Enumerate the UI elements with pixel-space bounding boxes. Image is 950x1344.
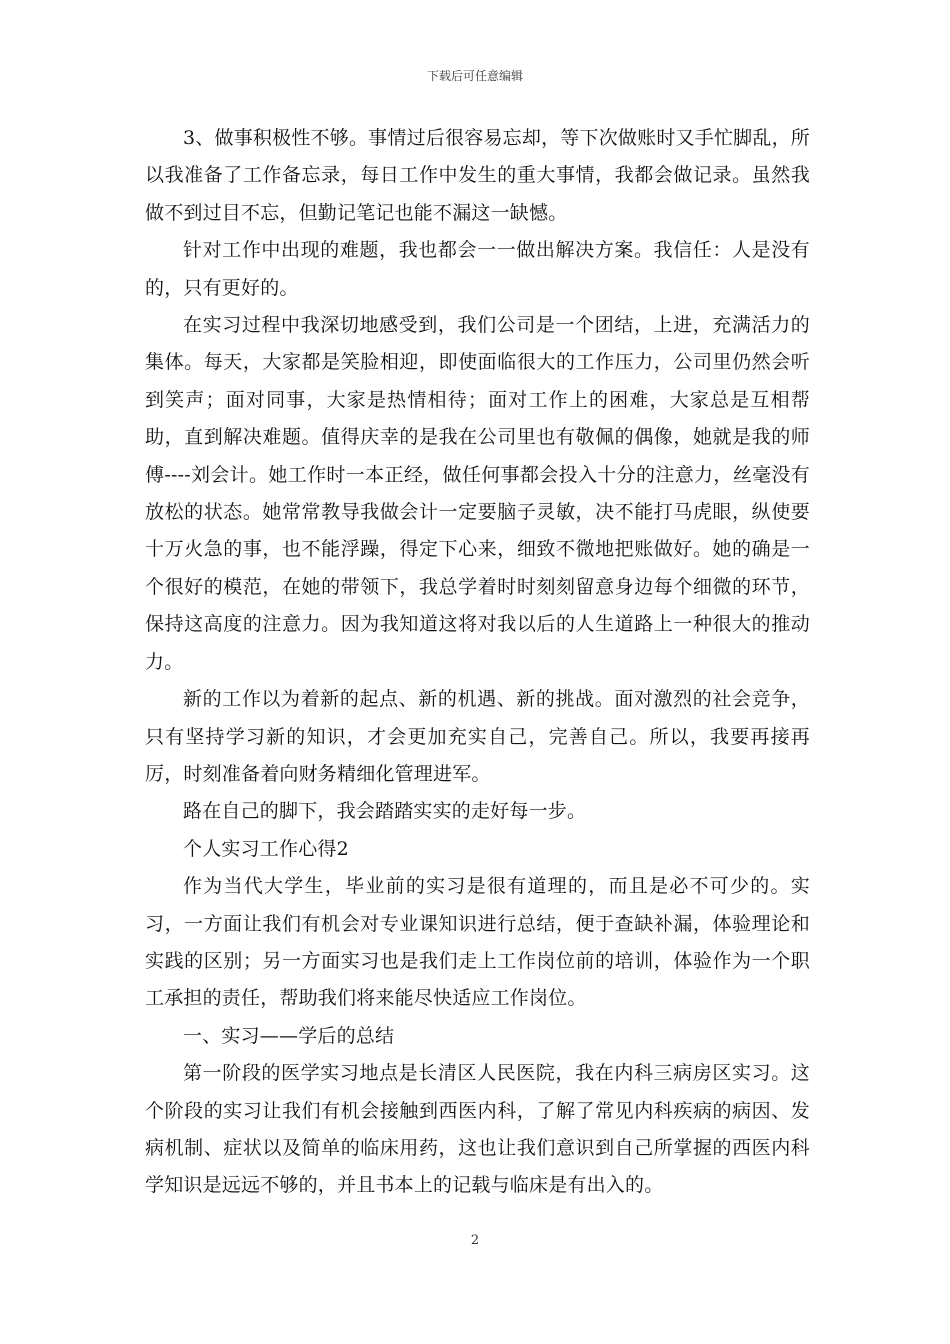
paragraph-new-work: 新的工作以为着新的起点、新的机遇、新的挑战。面对激烈的社会竞争，只有坚持学习新的知识，才会更加充实自己，完善自己。所以，我要再接再厉，时刻准备着向财务精细化管理进军。 [145,688,810,785]
paragraph-busy-notes: 3、做事积极性不够。事情过后很容易忘却，等下次做账时又手忙脚乱，所以我准备了工作备忘录，每日工作中发生的重大事情，我都会做记录。虽然我做不到过目不忘，但勤记笔记也能不漏这一缺憾。 [145,127,810,224]
subsection-heading: 一、实习——学后的总结 [183,1024,395,1047]
document-body [145,120,810,1205]
paragraph-road: 路在自己的脚下，我会踏踏实实的走好每一步。 [183,800,587,823]
section-title-2: 个人实习工作心得2 [183,837,349,860]
paragraph-solutions: 针对工作中出现的难题，我也都会一一做出解决方案。我信任：人是没有的，只有更好的。 [145,239,810,299]
page-number: 2 [470,1233,480,1248]
paragraph-student-intern: 作为当代大学生，毕业前的实习是很有道理的，而且是必不可少的。实习，一方面让我们有机会对专业课知识进行总结，便于查缺补漏，体验理论和实践的区别；另一方面实习也是我们走上工作岗位前的培训，体验作为一个职工承担的责任，帮助我们将来能尽快适应工作岗位。 [145,875,810,1010]
paragraph-team-mentor: 在实习过程中我深切地感受到，我们公司是一个团结，上进，充满活力的集体。每天，大家都是笑脸相迎，即使面临很大的工作压力，公司里仍然会听到笑声；面对同事，大家是热情相待；面对工作上的困难，大家总是互相帮助，直到解决难题。值得庆幸的是我在公司里也有敬佩的偶像，她就是我的师傅----刘会计。她工作时一本正经，做任何事都会投入十分的注意力，丝毫没有放松的状态。她常常教导我做会计一定要脑子灵敏，决不能打马虎眼，纵使要十万火急的事，也不能浮躁，得定下心来，细致不微地把账做好。她的确是一个很好的模范，在她的带领下，我总学着时时刻刻留意身边每个细微的环节，保持这高度的注意力。因为我知道这将对我以后的人生道路上一种很大的推动力。 [145,314,810,673]
paragraph-hospital: 第一阶段的医学实习地点是长清区人民医院，我在内科三病房区实习。这个阶段的实习让我们有机会接触到西医内科，了解了常见内科疾病的病因、发病机制、症状以及简单的临床用药，这也让我们意识到自己所掌握的西医内科学知识是远远不够的，并且书本上的记载与临床是有出入的。 [145,1062,810,1197]
page-header: 下载后可任意编辑 [426,69,523,83]
